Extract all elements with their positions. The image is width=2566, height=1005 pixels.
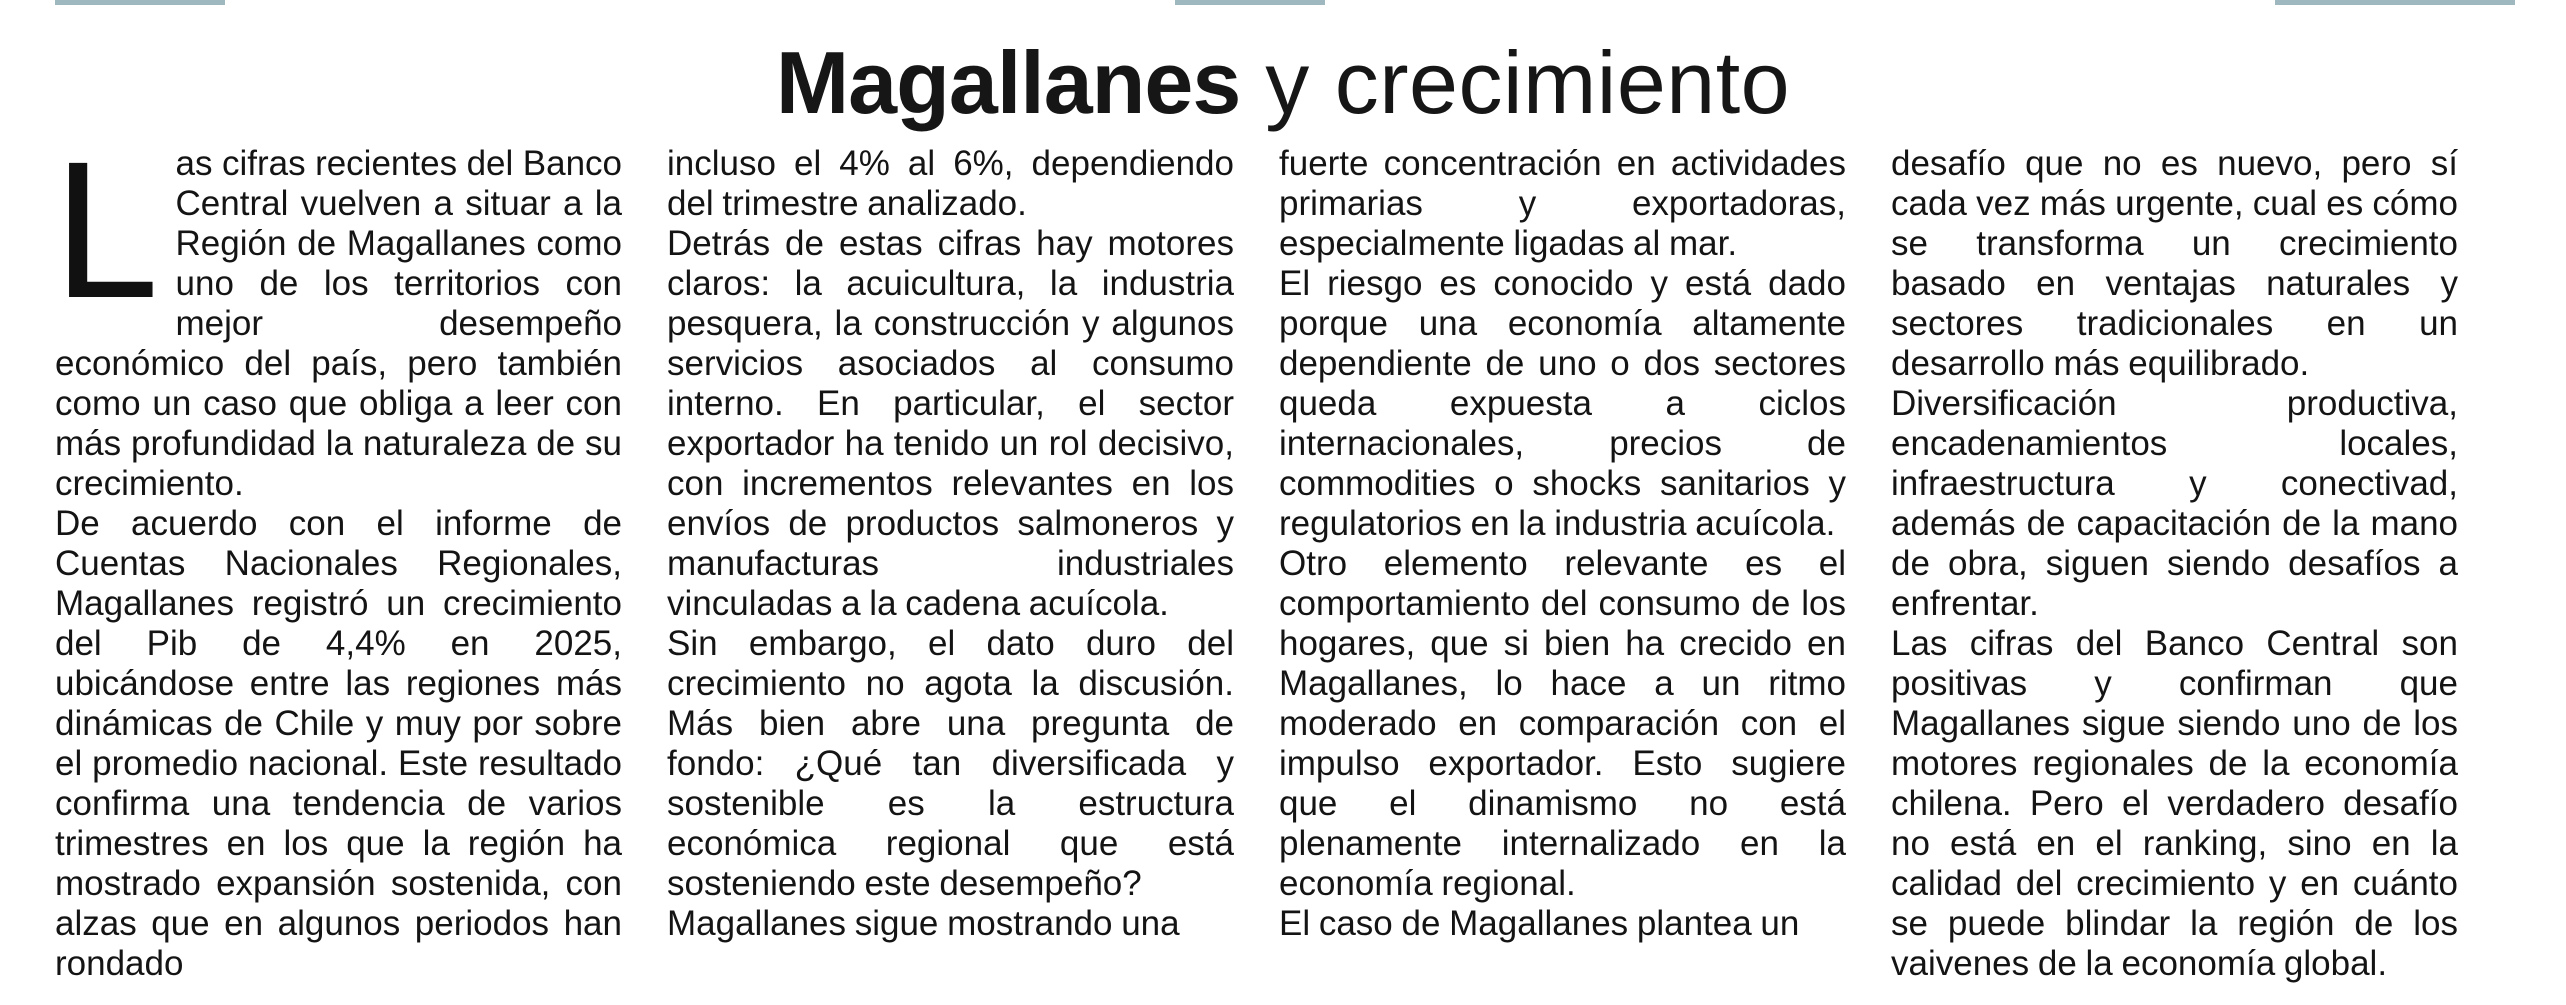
paragraph: Las cifras del Banco Central son positivas y confirman que Magallanes sigue siendo uno de los motores regionales de la economía chilena. Pero el verdadero desafío no está en el ranking, sino en la calidad del crecimiento y en cuánto se puede blindar la región de los vaivenes de la economía global. (1891, 624, 2458, 983)
paragraph: desafío que no es nuevo, pero sí cada vez más urgente, cual es cómo se transforma un crecimiento basado en ventajas naturales y sectores tradicionales en un desarrollo más equilibrado. (1891, 144, 2458, 383)
paragraph: Magallanes sigue mostrando una (667, 904, 1180, 943)
paragraph: fuerte concentración en actividades primarias y exportadoras, especialmente ligadas al mar. (1279, 144, 1846, 263)
top-decorative-rule (55, 0, 2515, 5)
headline-light: y crecimiento (1265, 33, 1791, 132)
headline-bold: Magallanes (775, 33, 1241, 132)
article-headline (0, 28, 2566, 138)
article-body (51, 127, 2515, 994)
drop-cap: L (51, 127, 154, 341)
rule-segment (2275, 0, 2515, 5)
column-4 (1891, 144, 2458, 984)
paragraph (51, 127, 622, 504)
paragraph: Sin embargo, el dato duro del crecimiento no agota la discusión. Más bien abre una pregunta de fondo: ¿Qué tan diversificada y sostenible es la estructura económica regional que está sosteniendo este desempeño? (667, 624, 1234, 903)
paragraph: incluso el 4% al 6%, dependiendo del trimestre analizado. (667, 144, 1234, 223)
paragraph: Otro elemento relevante es el comportamiento del consumo de los hogares, que si bien ha crecido en Magallanes, lo hace a un ritmo moderado en comparación con el impulso exportador. Esto sugiere que el dinamismo no está plenamente internalizado en la economía regional. (1279, 544, 1846, 903)
column-3 (1279, 144, 1846, 944)
paragraph: De acuerdo con el informe de Cuentas Nacionales Regionales, Magallanes registró un crecimiento del Pib de 4,4% en 2025, ubicándose entre las regiones más dinámicas de Chile y muy por sobre el promedio nacional. Este resultado confirma una tendencia de varios trimestres en los que la región ha mostrado expansión sostenida, con alzas que en algunos periodos han rondado (55, 504, 622, 983)
paragraph: Detrás de estas cifras hay motores claros: la acuicultura, la industria pesquera, la construcción y algunos servicios asociados al consumo interno. En particular, el sector exportador ha tenido un rol decisivo, con incrementos relevantes en los envíos de productos salmoneros y manufacturas industriales vinculadas a la cadena acuícola. (667, 224, 1234, 623)
paragraph-text: as cifras recientes del Banco Central vuelven a situar a la Región de Magallanes como uno de los territorios con mejor desempeño económico del país, pero también como un caso que obliga a leer con más profundidad la naturaleza de su crecimiento. (55, 144, 622, 503)
column-2 (667, 144, 1234, 944)
column-1 (51, 127, 622, 984)
paragraph: El caso de Magallanes plantea un (1279, 904, 1800, 943)
rule-segment (1175, 0, 1325, 5)
paragraph: Diversificación productiva, encadenamientos locales, infraestructura y conectivad, además de capacitación de la mano de obra, siguen siendo desafíos a enfrentar. (1891, 384, 2458, 623)
rule-segment (55, 0, 225, 5)
paragraph: El riesgo es conocido y está dado porque una economía altamente dependiente de uno o dos sectores queda expuesta a ciclos internacionales, precios de commodities o shocks sanitarios y regulatorios en la industria acuícola. (1279, 264, 1846, 543)
